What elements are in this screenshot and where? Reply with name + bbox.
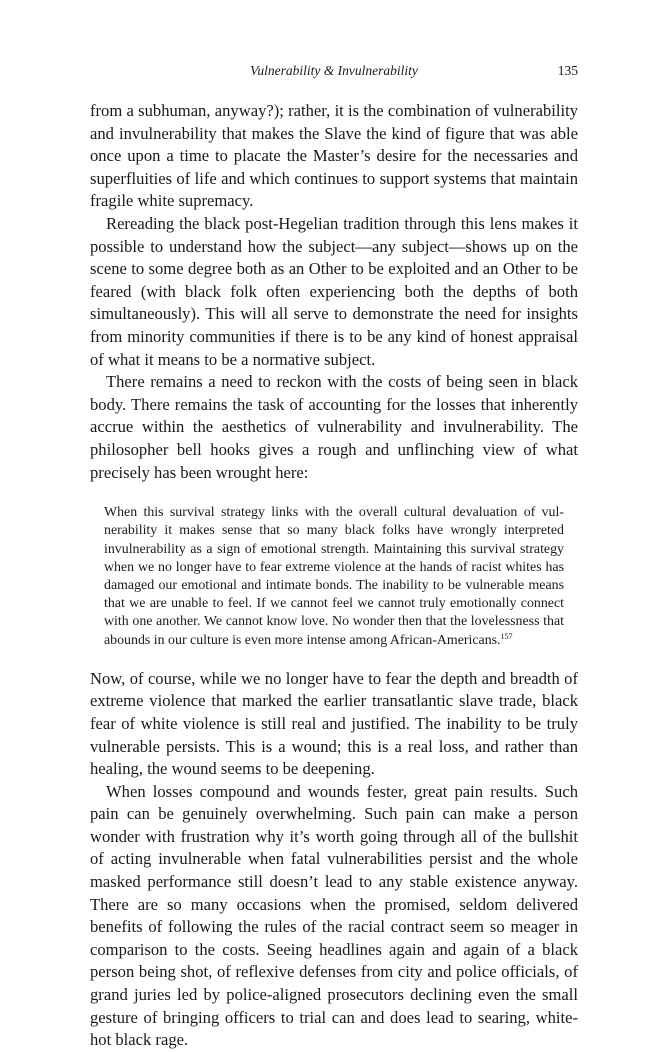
paragraph: Rereading the black post-Hegelian tradition through this lens makes it possible to understand how the subject—any subject—shows up on the scene to some degree both as an Other to be exploited and an Other to be feared (with black folk often experiencing both the depths of both simultaneously). This will all serve to demonstrate the need for insights from minority communities if there is to be any kind of honest appraisal of what it means to be a normative subject. bbox=[90, 213, 578, 369]
block-quote bbox=[104, 504, 564, 650]
paragraph: Now, of course, while we no longer have to fear the depth and breadth of extreme violence that marked the earlier transatlantic slave trade, black fear of white violence is still real and justified. The inability to be truly vulnerable persists. This is a wound; this is a real loss, and rather than healing, the wound seems to be deepening. bbox=[90, 668, 578, 779]
footnote-marker[interactable]: 157 bbox=[500, 631, 513, 641]
page-number: 135 bbox=[557, 63, 578, 78]
paragraph: There remains a need to reckon with the costs of being seen in black body. There remains the task of accounting for the losses that inherently accrue within the aesthetics of vulnerability and invulnerability. The philosopher bell hooks gives a rough and unflinching view of what precisely has been wrought here: bbox=[90, 372, 578, 482]
running-title: Vulnerability & Invulnerability bbox=[250, 63, 418, 78]
block-quote-text: When this survival strategy links with the overall cultural devaluation of vulnerability it makes sense that so many black folks have wrongly interpreted invulnerability as a sign of emotional strength. Maintaining this survival strategy when we no longer have to fear extreme violence at the hands of racist whites has damaged our emotional and intimate bonds. The inability to be vulnerable means that we are unable to feel. If we cannot feel we cannot truly emotionally connect with one another. We cannot know love. No wonder then that the lovelessness that abounds in our culture is even more intense among African-Americans. bbox=[104, 505, 564, 648]
running-head bbox=[90, 60, 578, 82]
paragraph: When losses compound and wounds fester, great pain results. Such pain can be genuinely overwhelming. Such pain can make a person wonder with frustration why it’s worth going through all of the bullshit of acting invulnerable when fatal vulnerabilities persist and the whole masked performance still doesn’t lead to any stable existence anyway. There are so many occasions when the promised, seldom delivered benefits of following the rules of the racial contract seem so meager in comparison to the costs. Seeing headlines again and again of a black person being shot, of reflexive defenses from city and police officials, of grand juries led by police-aligned prosecutors declining even the small gesture of bringing officers to trial can and does lead to searing, white-hot black rage. bbox=[90, 781, 578, 1050]
body-text bbox=[90, 100, 578, 1052]
book-page bbox=[90, 60, 578, 1052]
paragraph-continued: from a subhuman, anyway?); rather, it is the combination of vulnerability and invulnerability that makes the Slave the kind of figure that was able once upon a time to placate the Master’s desire for the necessaries and superfluities of life and which continues to support systems that maintain fragile white supremacy. bbox=[90, 101, 578, 211]
